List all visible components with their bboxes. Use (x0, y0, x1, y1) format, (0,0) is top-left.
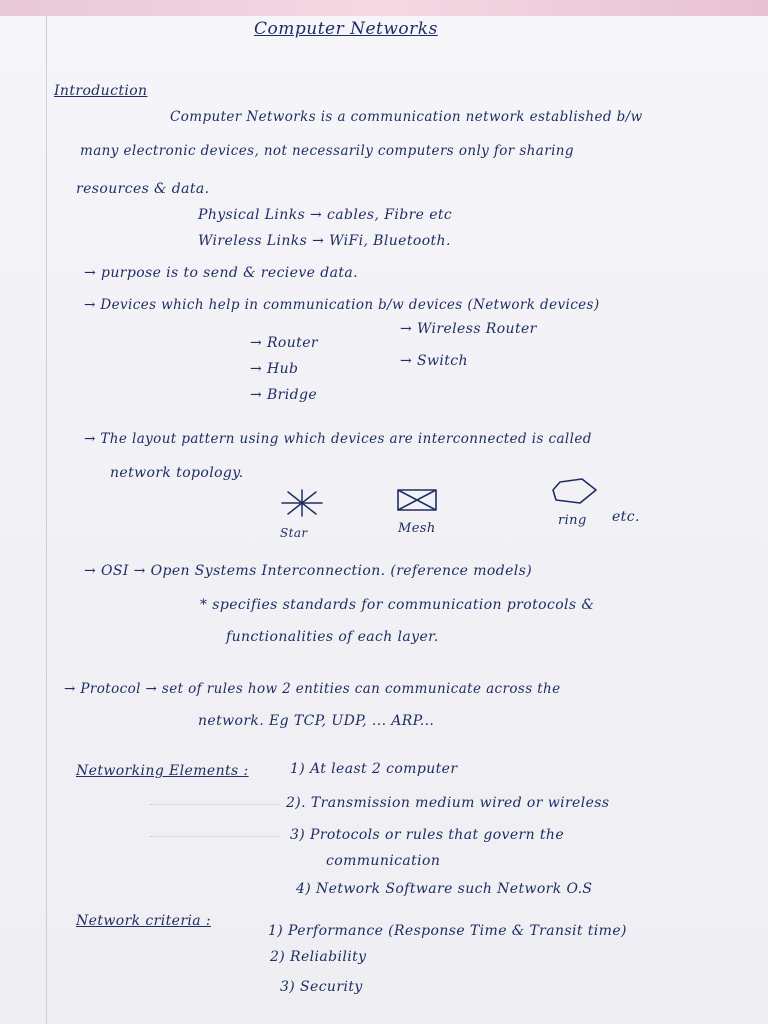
etc-label: etc. (612, 509, 640, 525)
element-item-3-continued: communication (326, 853, 441, 869)
element-item-4: 4) Network Software such Network O.S (296, 881, 593, 897)
devices-intro: → Devices which help in communication b/w devices (Network devices) (84, 297, 600, 313)
networking-elements-heading: Networking Elements : (76, 763, 249, 779)
star-topology-icon (280, 488, 324, 518)
dotted-guide (150, 836, 280, 837)
element-item-1: 1) At least 2 computer (290, 761, 458, 777)
page-title: Computer Networks (254, 19, 438, 39)
protocol-line-1: → Protocol → set of rules how 2 entities can communicate across the (64, 681, 561, 697)
mesh-label: Mesh (398, 521, 436, 536)
criteria-item-1: 1) Performance (Response Time & Transit time) (268, 923, 627, 939)
device-hub: → Hub (250, 361, 299, 377)
osi-line-3: functionalities of each layer. (226, 629, 439, 645)
mesh-topology-icon (396, 488, 440, 514)
network-criteria-heading: Network criteria : (76, 913, 212, 929)
device-switch: → Switch (400, 353, 468, 369)
element-item-3: 3) Protocols or rules that govern the (290, 827, 565, 843)
topology-line-1: → The layout pattern using which devices are interconnected is called (84, 431, 592, 447)
topology-line-2: network topology. (110, 465, 244, 481)
criteria-item-2: 2) Reliability (270, 949, 367, 965)
page-top-edge (0, 0, 768, 16)
device-wireless-router: → Wireless Router (400, 321, 537, 337)
intro-line-3: resources & data. (76, 181, 210, 197)
dotted-guide (150, 804, 280, 805)
osi-line-2: * specifies standards for communication protocols & (200, 597, 595, 613)
introduction-heading: Introduction (54, 83, 148, 99)
device-bridge: → Bridge (250, 387, 318, 403)
wireless-links: Wireless Links → WiFi, Bluetooth. (198, 233, 451, 249)
margin-line (46, 16, 47, 1024)
intro-line-2: many electronic devices, not necessarily computers only for sharing (80, 143, 574, 159)
physical-links: Physical Links → cables, Fibre etc (198, 207, 453, 223)
ring-topology-icon (550, 476, 600, 506)
criteria-item-3: 3) Security (280, 979, 363, 995)
star-label: Star (280, 526, 308, 540)
element-item-2: 2). Transmission medium wired or wireless (286, 795, 610, 811)
purpose-line: → purpose is to send & recieve data. (84, 265, 358, 281)
ring-label: ring (558, 513, 587, 528)
osi-line-1: → OSI → Open Systems Interconnection. (reference models) (84, 563, 533, 579)
device-router: → Router (250, 335, 318, 351)
intro-line-1: Computer Networks is a communication network established b/w (170, 109, 643, 125)
protocol-line-2: network. Eg TCP, UDP, ... ARP... (198, 713, 435, 729)
